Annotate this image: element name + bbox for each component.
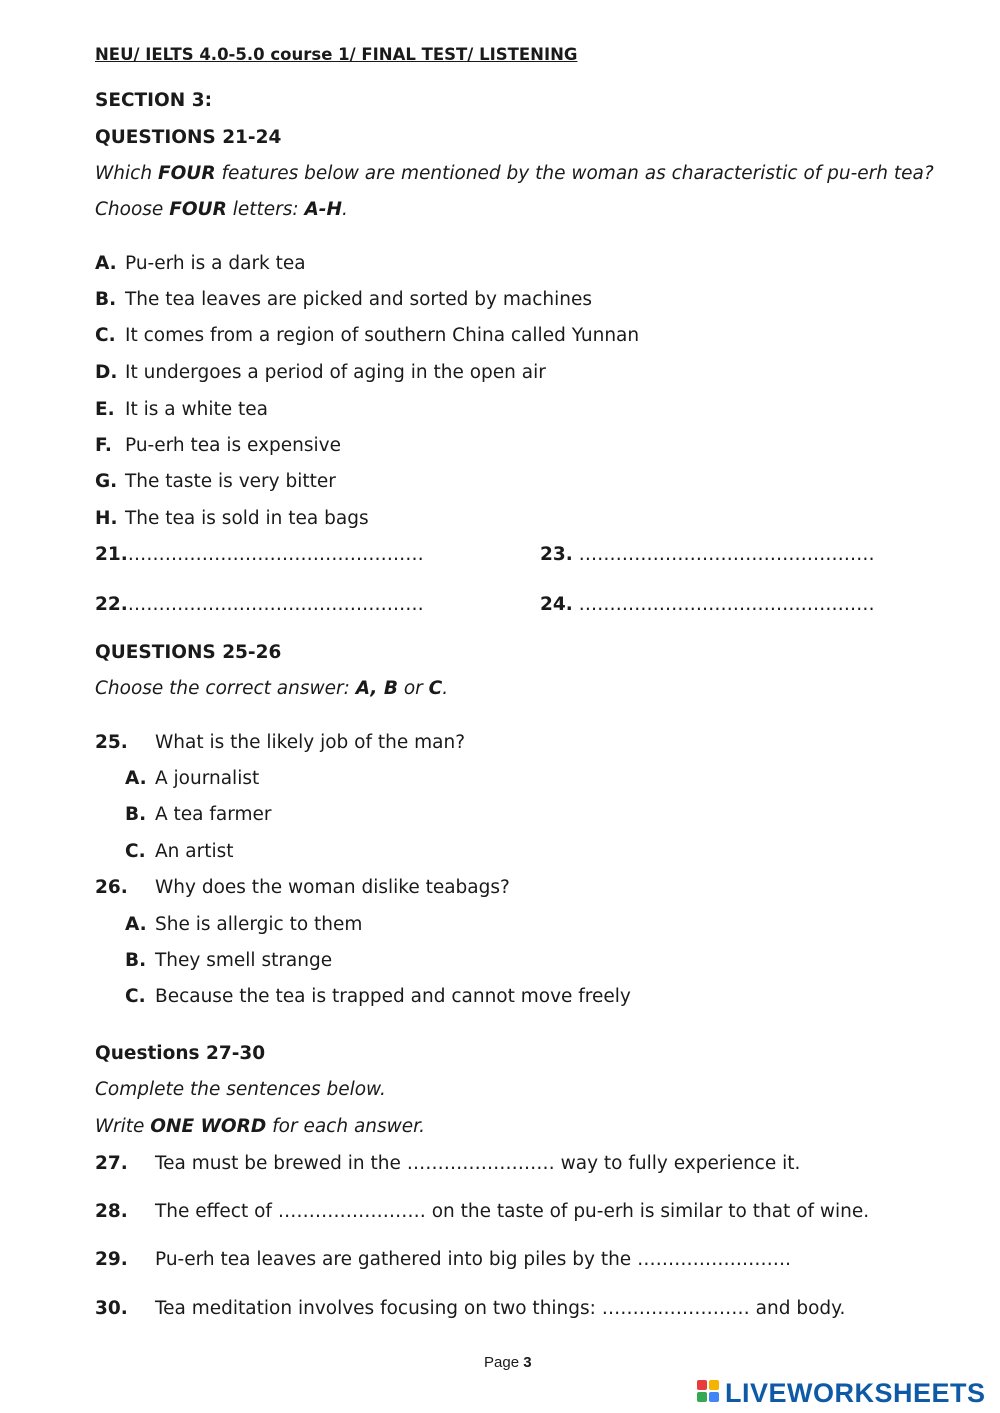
option-h: H. The tea is sold in tea bags xyxy=(95,508,369,529)
questions-25-26-title: QUESTIONS 25-26 xyxy=(95,642,282,663)
question-30[interactable]: 30. Tea meditation involves focusing on two things: …………………… and body. xyxy=(95,1298,846,1319)
questions-27-30-title: Questions 27-30 xyxy=(95,1043,266,1064)
answer-blank-24[interactable]: 24. ………………………………………… xyxy=(540,594,875,615)
question-25: 25. What is the likely job of the man? xyxy=(95,732,466,753)
question-26-option-b: B. They smell strange xyxy=(125,950,333,971)
question-25-option-b: B. A tea farmer xyxy=(125,804,272,825)
option-a: A. Pu-erh is a dark tea xyxy=(95,253,306,274)
option-d: D. It undergoes a period of aging in the open air xyxy=(95,362,546,383)
answer-blank-21[interactable]: 21.………………………………………… xyxy=(95,544,424,565)
liveworksheets-icon xyxy=(697,1380,721,1404)
section-title: SECTION 3: xyxy=(95,90,212,111)
option-e: E. It is a white tea xyxy=(95,399,268,420)
option-c: C. It comes from a region of southern China called Yunnan xyxy=(95,325,640,346)
question-28[interactable]: 28. The effect of …………………… on the taste of pu-erh is similar to that of wine. xyxy=(95,1201,870,1222)
answer-blank-22[interactable]: 22.………………………………………… xyxy=(95,594,424,615)
answer-blank-23[interactable]: 23. ………………………………………… xyxy=(540,544,875,565)
option-b: B. The tea leaves are picked and sorted by machines xyxy=(95,289,592,310)
question-26-option-a: A. She is allergic to them xyxy=(125,914,363,935)
question-25-option-c: C. An artist xyxy=(125,841,234,862)
question-27[interactable]: 27. Tea must be brewed in the …………………… way to fully experience it. xyxy=(95,1153,801,1174)
page-header: NEU/ IELTS 4.0-5.0 course 1/ FINAL TEST/ LISTENING xyxy=(95,45,578,64)
questions-27-30-word-limit: Write ONE WORD for each answer. xyxy=(95,1116,425,1137)
page-number: Page 3 xyxy=(484,1354,532,1371)
option-f: F. Pu-erh tea is expensive xyxy=(95,435,341,456)
watermark-text: LIVEWORKSHEETS xyxy=(725,1378,986,1408)
option-g: G. The taste is very bitter xyxy=(95,471,336,492)
questions-21-24-instruction: Which FOUR features below are mentioned by the woman as characteristic of pu-erh tea? xyxy=(95,163,934,184)
question-29[interactable]: 29. Pu-erh tea leaves are gathered into big piles by the ……………………. xyxy=(95,1249,791,1270)
questions-27-30-instruction: Complete the sentences below. xyxy=(95,1079,386,1100)
questions-21-24-title: QUESTIONS 21-24 xyxy=(95,127,282,148)
question-26-option-c: C. Because the tea is trapped and cannot move freely xyxy=(125,986,631,1007)
question-26: 26. Why does the woman dislike teabags? xyxy=(95,877,510,898)
questions-25-26-instruction: Choose the correct answer: A, B or C. xyxy=(95,678,449,699)
questions-21-24-choose: Choose FOUR letters: A-H. xyxy=(95,199,348,220)
question-25-option-a: A. A journalist xyxy=(125,768,260,789)
